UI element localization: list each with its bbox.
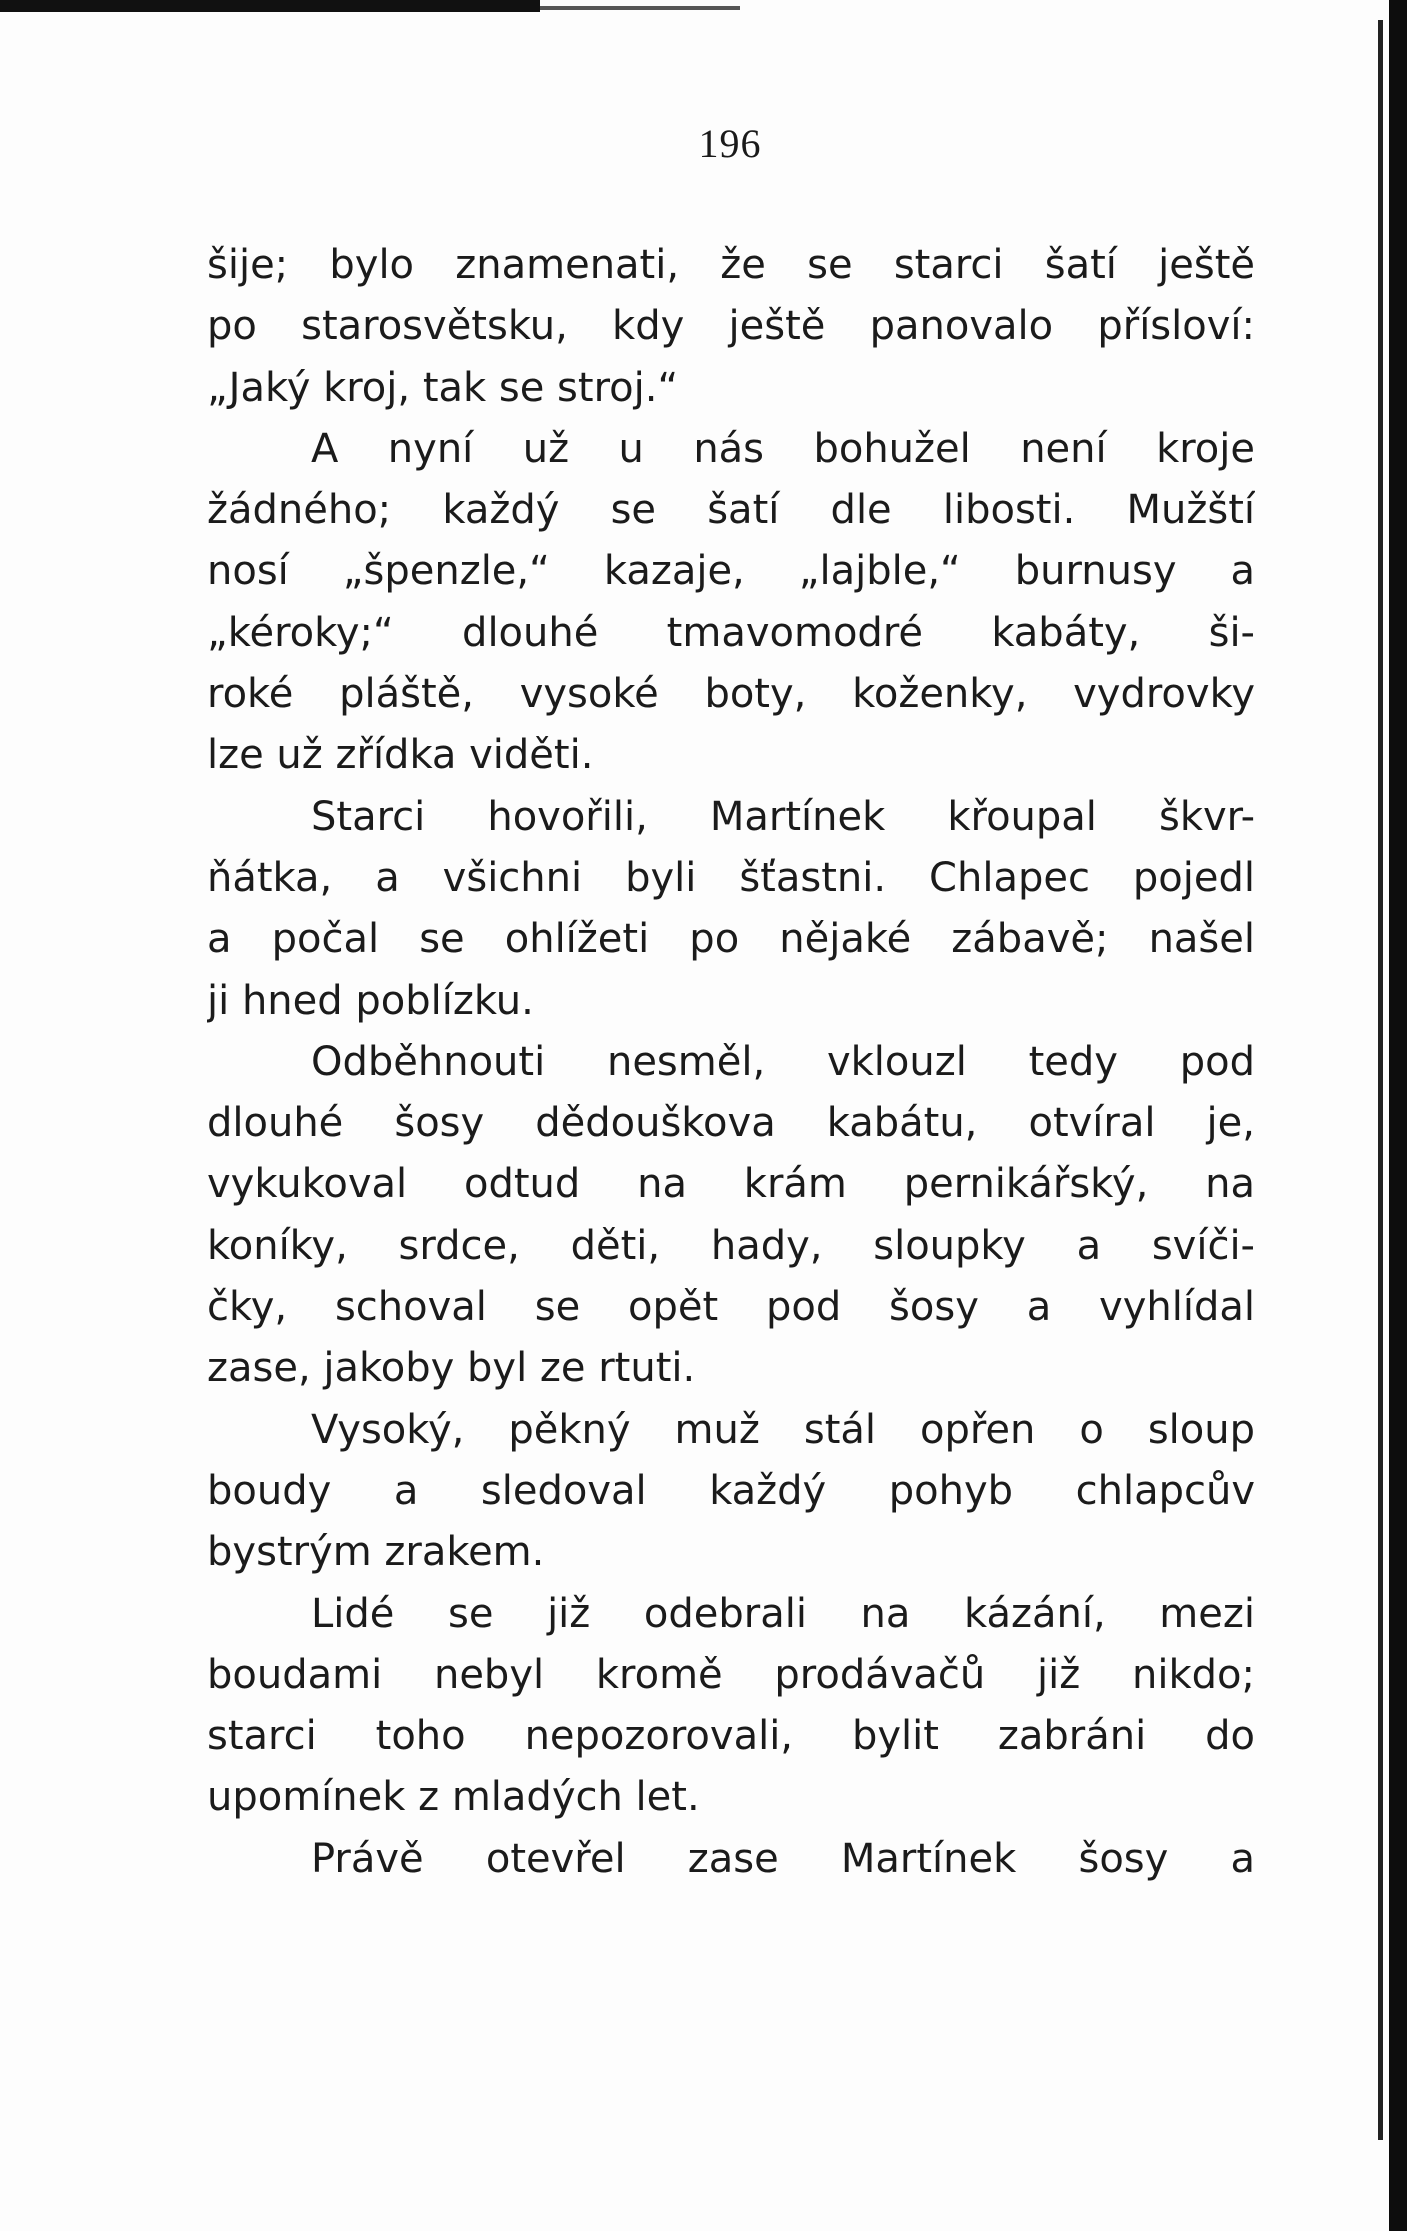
text-line: „Jaký kroj, tak se stroj.“ xyxy=(207,364,679,411)
text-line: ňátka, a všichni byli šťastni. Chlapec pojedl xyxy=(207,854,1255,901)
text-line: lze už zřídka viděti. xyxy=(207,732,594,779)
text-line: „kéroky;“ dlouhé tmavomodré kabáty, ši- xyxy=(207,609,1255,656)
text-line: zase, jakoby byl ze rtuti. xyxy=(207,1345,696,1392)
text-line: a počal se ohlížeti po nějaké zábavě; našel xyxy=(207,916,1255,963)
text-line: vykukoval odtud na krám pernikářský, na xyxy=(207,1161,1255,1208)
text-line: šije; bylo znamenati, že se starci šatí ještě xyxy=(207,242,1255,288)
scan-top-edge xyxy=(0,0,540,12)
scan-top-edge-fade xyxy=(540,6,740,10)
text-line: Lidé se již odebrali na kázání, mezi xyxy=(311,1590,1255,1637)
text-line: Odběhnouti nesměl, vklouzl tedy pod xyxy=(311,1038,1255,1085)
scan-right-edge xyxy=(1389,0,1407,2231)
text-line: bystrým zrakem. xyxy=(207,1529,545,1576)
text-line: roké pláště, vysoké boty, koženky, vydrovky xyxy=(207,671,1255,718)
text-line: Právě otevřel zase Martínek šosy a xyxy=(311,1835,1255,1882)
text-line: Starci hovořili, Martínek křoupal škvr- xyxy=(311,793,1255,840)
text-line: boudy a sledoval každý pohyb chlapcův xyxy=(207,1467,1255,1514)
text-line: dlouhé šosy dědouškova kabátu, otvíral je, xyxy=(207,1100,1255,1147)
text-line: A nyní už u nás bohužel není kroje xyxy=(311,425,1255,472)
text-line: boudami nebyl kromě prodávačů již nikdo; xyxy=(207,1651,1255,1698)
text-line: Vysoký, pěkný muž stál opřen o sloup xyxy=(311,1406,1255,1453)
text-line: ji hned poblízku. xyxy=(207,977,534,1024)
text-line: koníky, srdce, děti, hady, sloupky a svíči- xyxy=(207,1222,1255,1269)
text-line: čky, schoval se opět pod šosy a vyhlídal xyxy=(207,1284,1255,1331)
scan-right-shadow-line xyxy=(1378,20,1383,2140)
text-line: nosí „špenzle,“ kazaje, „lajble,“ burnusy a xyxy=(207,548,1255,595)
page-number: 196 xyxy=(698,121,762,166)
text-line: po starosvětsku, kdy ještě panovalo přísloví: xyxy=(207,303,1255,350)
text-line: upomínek z mladých let. xyxy=(207,1774,700,1821)
body-text xyxy=(207,235,1255,1890)
text-line: žádného; každý se šatí dle libosti. Mužští xyxy=(207,487,1255,534)
text-line: starci toho nepozorovali, bylit zabráni do xyxy=(207,1713,1255,1760)
